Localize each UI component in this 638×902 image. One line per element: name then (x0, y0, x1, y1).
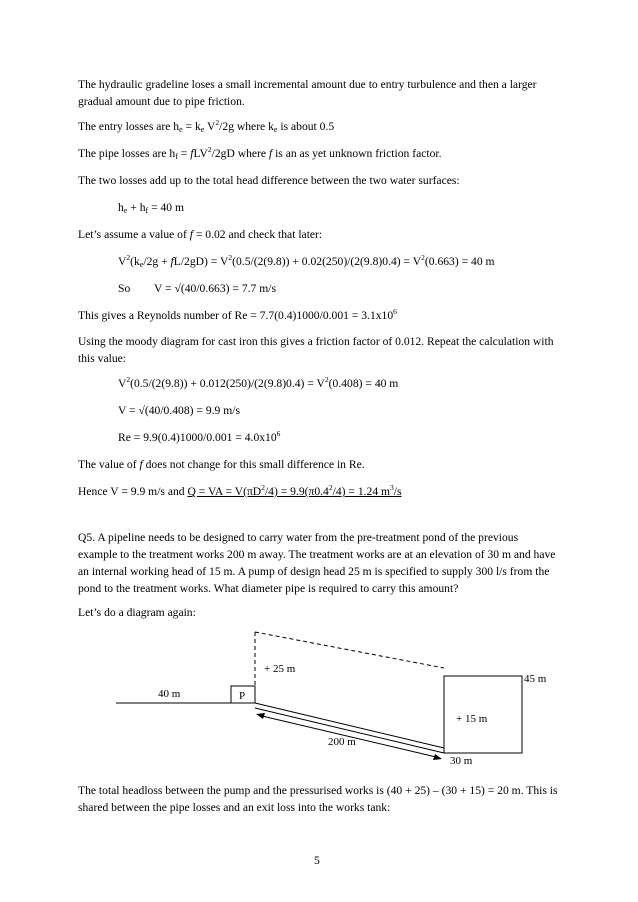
label-200m: 200 m (328, 736, 356, 748)
equation-velocity-1: $V^2(k_e/2g + fL/2gD) = V^2(0.5/(2(9.8)) + 0.02(250)/(2(9.8)0.4) = V^2(0.663) = 40$ m (118, 253, 495, 269)
reynolds-line-1: This gives a Reynolds number of $Re = 7.7(0.4)1000/0.001 = 3.1x10^6$ (78, 307, 397, 322)
page-number: 5 (314, 854, 320, 867)
equation-velocity-3: V = √(40/0.408) = 9.9 m/s (118, 404, 240, 417)
no-change-line: The value of f does not change for this small difference in Re. (78, 458, 365, 471)
label-pump: P (239, 690, 246, 702)
paragraph-moody: Using the moody diagram for cast iron this gives a friction factor of 0.012. Repeat the calculation with this value: (78, 335, 554, 365)
paragraph-headloss: The total headloss between the pump and the pressurised works is (40 + 25) – (30 + 15) = 20 m. This is shared between the pipe losses and an exit loss into the works tank: (78, 784, 558, 814)
equation-velocity-2: $V^2(0.5/(2(9.8)) + 0.012(250)/(2(9.8)0.4) = V^2(0.408) = 40$ m (118, 375, 399, 390)
label-25m: + 25 m (264, 663, 296, 675)
hence-line: Hence V = 9.9 m/s and Q = VA = $V(\pi D^2/4) = 9.9(\pi 0.4^2/4) = 1.24$ $m^3/s$ (78, 483, 402, 498)
label-45m: 45 m (524, 673, 547, 685)
diagram-intro: Let’s do a diagram again: (78, 606, 196, 619)
arrow-head-left (256, 713, 265, 719)
arrow-head-right (433, 754, 442, 760)
so-label: So (118, 282, 131, 295)
question-q5: Q5. A pipeline needs to be designed to carry water from the pre-treatment pond of the previous example to the treatment works 200 m away. The treatment works are at an elevation of 30 m and have an internal working head of 15 m. A pump of design head 25 m is specified to supply 300 l/s from the pond to the treatment works. What diameter pipe is required to carry this amount? (78, 531, 556, 595)
label-40m: 40 m (158, 688, 181, 700)
paragraph-gradeline: The hydraulic gradeline loses a small incremental amount due to entry turbulence and then a larger gradual amount due to pipe friction. (78, 78, 537, 108)
assume-line: Let’s assume a value of f = 0.02 and check that later: (78, 228, 323, 241)
label-15m: + 15 m (456, 713, 488, 725)
pipe-losses-line: The pipe losses are $h_f = fLV^2/2gD$ where f is an as yet unknown friction factor. (78, 145, 442, 161)
paragraph-two-losses: The two losses add up to the total head difference between the two water surfaces: (78, 174, 460, 187)
equation-velocity-result: V = √(40/0.663) = 7.7 m/s (154, 282, 276, 295)
equation-reynolds-2: $Re = 9.9(0.4)1000/0.001 = 4.0x10^6$ (118, 429, 281, 444)
entry-losses-line: The entry losses are $h_e = k_e$ $V^2/2g$ where $k_e$ is about 0.5 (78, 118, 335, 134)
equation-sum: $h_e + h_f = 40$ m (118, 201, 185, 215)
label-30m: 30 m (450, 755, 473, 767)
